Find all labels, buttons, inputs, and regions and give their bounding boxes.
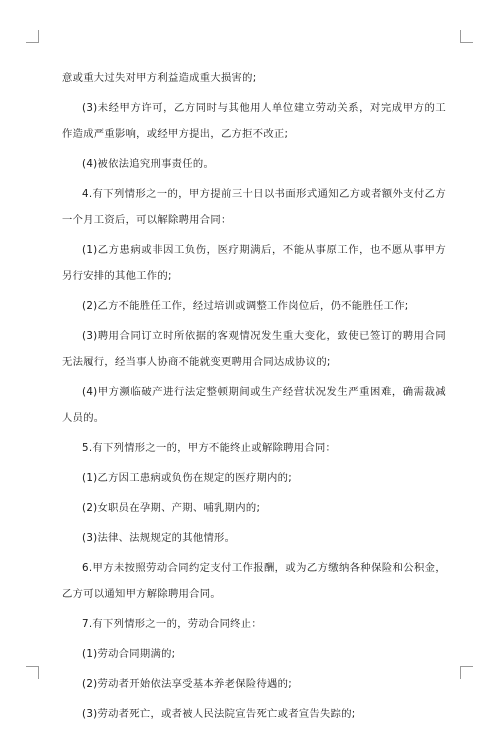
- paragraph-16: (2)劳动者开始依法享受基本养老保险待遇的;: [82, 678, 292, 690]
- paragraph-13: 6.甲方未按照劳动合同约定支付工作报酬，或为乙方缴纳各种保险和公积金，乙方可以通知甲方解除聘用合同。: [62, 562, 446, 600]
- crop-mark-top-left: [26, 30, 39, 43]
- paragraph-17: (3)劳动者死亡，或者被人民法院宣告死亡或者宣告失踪的;: [82, 708, 356, 720]
- paragraph-4: 4.有下列情形之一的，甲方提前三十日以书面形式通知乙方或者额外支付乙方一个月工资后，可以解除聘用合同：: [62, 188, 446, 226]
- paragraph-2: (3)未经甲方许可，乙方同时与其他用人单位建立劳动关系，对完成甲方的工作造成严重影响，或经甲方提出，乙方拒不改正;: [62, 102, 446, 140]
- crop-mark-top-right: [460, 30, 473, 43]
- paragraph-5: (1)乙方患病或非因工负伤，医疗期满后，不能从事原工作，也不愿从事甲方另行安排的其他工作的;: [62, 244, 446, 282]
- document-body: [62, 65, 446, 731]
- paragraph-9: 5.有下列情形之一的，甲方不能终止或解除聘用合同：: [82, 442, 337, 454]
- paragraph-11: (2)女职员在孕期、产期、哺乳期内的;: [82, 502, 261, 514]
- paragraph-8: (4)甲方濒临破产进行法定整顿期间或生产经营状况发生严重困难，确需裁减人员的。: [62, 386, 446, 424]
- paragraph-14: 7.有下列情形之一的，劳动合同终止：: [82, 618, 262, 630]
- paragraph-15: (1)劳动合同期满的;: [82, 648, 176, 660]
- paragraph-3: (4)被依法追究刑事责任的。: [82, 158, 215, 170]
- paragraph-12: (3)法律、法规规定的其他情形。: [82, 532, 236, 544]
- paragraph-7: (3)聘用合同订立时所依据的客观情况发生重大变化，致使已签订的聘用合同无法履行，经当事人协商不能就变更聘用合同达成协议的;: [62, 330, 446, 368]
- paragraph-1: 意或重大过失对甲方利益造成重大损害的;: [62, 72, 257, 84]
- paragraph-10: (1)乙方因工患病或负伤在规定的医疗期内的;: [82, 472, 292, 484]
- paragraph-6: (2)乙方不能胜任工作，经过培训或调整工作岗位后，仍不能胜任工作;: [82, 300, 409, 312]
- crop-mark-bottom-left: [26, 666, 39, 679]
- crop-mark-bottom-right: [460, 666, 473, 679]
